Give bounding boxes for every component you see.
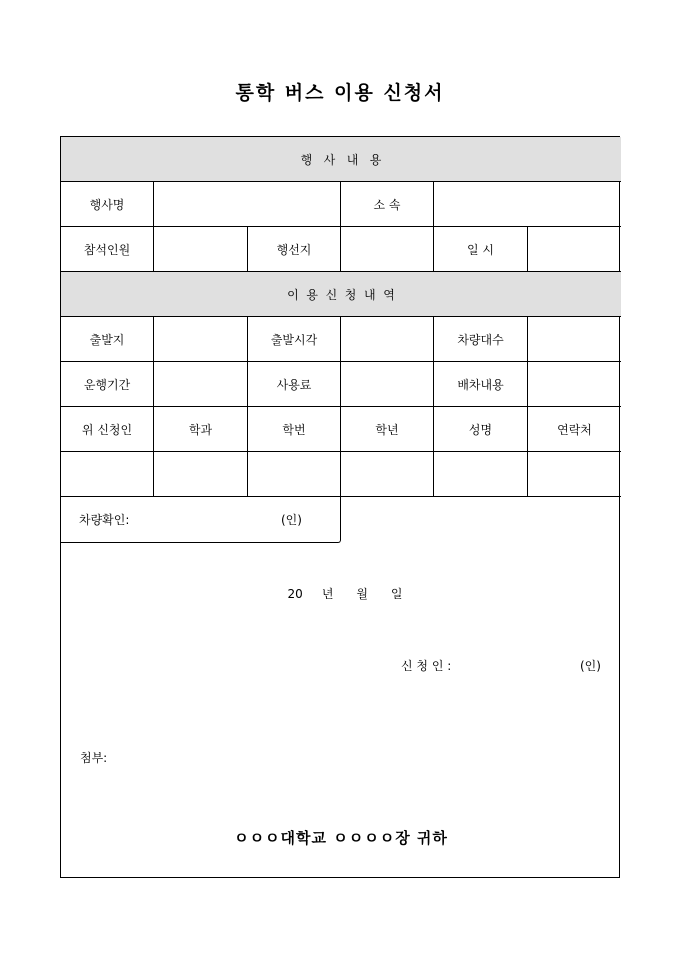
name-field[interactable] bbox=[434, 452, 528, 496]
event-name-label: 행사명 bbox=[61, 182, 154, 226]
datetime-field[interactable] bbox=[528, 227, 621, 271]
applicant-field[interactable] bbox=[61, 452, 154, 496]
name-label: 성명 bbox=[434, 407, 528, 451]
section-header-event bbox=[61, 137, 621, 182]
date-line: 20 년 월 일 bbox=[287, 587, 403, 601]
departure-time-field[interactable] bbox=[341, 317, 434, 361]
operation-period-field[interactable] bbox=[154, 362, 248, 406]
dispatch-field[interactable] bbox=[528, 362, 621, 406]
dispatch-label: 배차내용 bbox=[434, 362, 528, 406]
document-title: 통학 버스 이용 신청서 bbox=[235, 82, 445, 104]
departure-time-label: 출발시각 bbox=[248, 317, 341, 361]
departure-place-field[interactable] bbox=[154, 317, 248, 361]
row-applicant-fields bbox=[61, 452, 621, 497]
contact-label: 연락처 bbox=[557, 422, 592, 437]
operation-period-label: 운행기간 bbox=[61, 362, 154, 406]
department-label: 학과 bbox=[154, 407, 248, 451]
vehicle-check-label: 차량확인: bbox=[79, 513, 130, 527]
applicant-label: 위 신청인 bbox=[61, 407, 154, 451]
destination-label: 행선지 bbox=[248, 227, 341, 271]
participants-label: 참석인원 bbox=[61, 227, 154, 271]
vehicle-check-seal: (인) bbox=[281, 513, 302, 527]
participants-field[interactable] bbox=[154, 227, 248, 271]
row-event-name bbox=[61, 182, 621, 227]
student-id-field[interactable] bbox=[248, 452, 341, 496]
row-applicant-headers bbox=[61, 407, 621, 452]
datetime-label: 일 시 bbox=[434, 227, 528, 271]
row-departure bbox=[61, 317, 621, 362]
row-operation bbox=[61, 362, 621, 407]
fee-field[interactable] bbox=[341, 362, 434, 406]
fee-label: 사용료 bbox=[248, 362, 341, 406]
applicant-signature-label: 신 청 인 : bbox=[401, 659, 452, 673]
student-id-label: 학번 bbox=[248, 407, 341, 451]
affiliation-field[interactable] bbox=[434, 182, 621, 226]
section-header-usage-text: 이 용 신 청 내 역 bbox=[287, 287, 395, 302]
destination-field[interactable] bbox=[341, 227, 434, 271]
event-name-field[interactable] bbox=[154, 182, 341, 226]
vehicle-check-box bbox=[61, 497, 341, 543]
departure-place-label: 출발지 bbox=[61, 317, 154, 361]
attachment-label: 첨부: bbox=[80, 751, 108, 765]
section-header-usage bbox=[61, 272, 621, 317]
recipient-line: ㅇㅇㅇ대학교 ㅇㅇㅇㅇ장 귀하 bbox=[234, 829, 448, 847]
applicant-signature-seal: (인) bbox=[580, 659, 601, 673]
year-field[interactable] bbox=[341, 452, 434, 496]
year-label: 학년 bbox=[341, 407, 434, 451]
section-header-event-text: 행 사 내 용 bbox=[300, 152, 382, 167]
row-participants bbox=[61, 227, 621, 272]
contact-field[interactable] bbox=[528, 452, 621, 496]
application-form bbox=[60, 136, 620, 878]
affiliation-label: 소 속 bbox=[341, 182, 434, 226]
department-field[interactable] bbox=[154, 452, 248, 496]
vehicle-count-field[interactable] bbox=[528, 317, 621, 361]
vehicle-count-label: 차량대수 bbox=[434, 317, 528, 361]
